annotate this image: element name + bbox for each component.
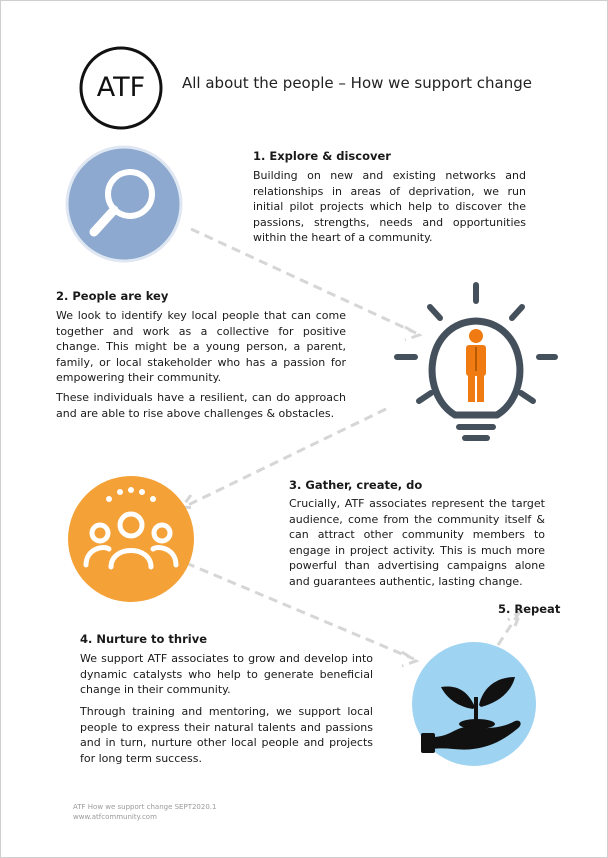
section-3-heading: 3. Gather, create, do: [289, 478, 423, 492]
magnifier-icon: [64, 144, 184, 264]
explore-icon-circle: [64, 144, 184, 264]
section-2-text: We look to identify key local people that can come together and work as a collective for positive change. This might be a young person, a parent, family, or local stakeholder who has a passion for empowering their community.: [56, 309, 346, 384]
footer-website: www.atfcommunity.com: [73, 813, 157, 821]
section-4-text: We support ATF associates to grow and develop into dynamic catalysts who help to generate beneficial change in their community.: [80, 652, 373, 696]
lightbulb-person-icon: [389, 281, 559, 446]
hand-plant-icon: [411, 641, 537, 767]
section-4-heading: 4. Nurture to thrive: [80, 632, 208, 646]
section-2-heading: 2. People are key: [56, 289, 169, 303]
section-1-text: Building on new and existing networks and relationships in areas of deprivation, we run initial pilot projects which help to discover the passions, strengths, needs and opportunities within the heart of a community.: [253, 169, 526, 244]
section-3-text: Crucially, ATF associates represent the target audience, come from the community itself & can attract other community members to engage in project activity. This is much more powerful than advertising campaigns alone and guarantees authentic, lasting change.: [289, 497, 545, 588]
footer-doc-id: ATF How we support change SEPT2020.1: [73, 803, 217, 811]
page-title: All about the people – How we support change: [182, 74, 532, 92]
section-5-heading: 5. Repeat: [498, 602, 561, 616]
group-icon: [67, 475, 195, 603]
nurture-icon-circle: [411, 641, 537, 767]
atf-logo: [77, 44, 165, 132]
section-2-text-2: These individuals have a resilient, can do approach and are able to rise above challenges & obstacles.: [56, 391, 346, 420]
atf-logo-text: ATF: [96, 72, 146, 103]
gather-icon-circle: [67, 475, 195, 603]
section-4-text-2: Through training and mentoring, we support local people to express their natural talents and passions and in turn, nurture other local people and projects for long term success.: [80, 705, 373, 765]
section-1-heading: 1. Explore & discover: [253, 149, 391, 163]
